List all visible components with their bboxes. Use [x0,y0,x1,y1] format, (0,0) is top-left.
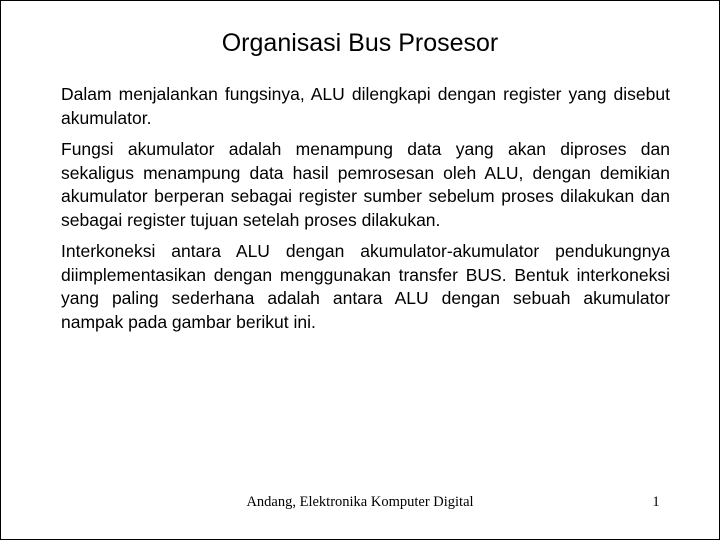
page-number: 1 [652,494,660,510]
paragraph-accumulator-function: Fungsi akumulator adalah menampung data yang akan diproses dan sekaligus menampung data hasil pemrosesan oleh ALU, dengan demikian akumulator berperan sebagai register sumber sebelum proses dilakukan dan sebagai register tujuan setelah proses dilakukan. [61,139,670,230]
paragraph-alu-register: Dalam menjalankan fungsinya, ALU dilengkapi dengan register yang disebut akumulator. [61,84,670,128]
slide-title: Organisasi Bus Prosesor [221,29,499,57]
slide-body [61,83,670,342]
footer-author: Andang, Elektronika Komputer Digital [246,494,474,510]
paragraph-bus-interconnection: Interkoneksi antara ALU dengan akumulator-akumulator pendukungnya diimplementasikan dengan menggunakan transfer BUS. Bentuk interkoneksi yang paling sederhana adalah antara ALU dengan sebuah akumulator nampak pada gambar berikut ini. [61,241,670,332]
